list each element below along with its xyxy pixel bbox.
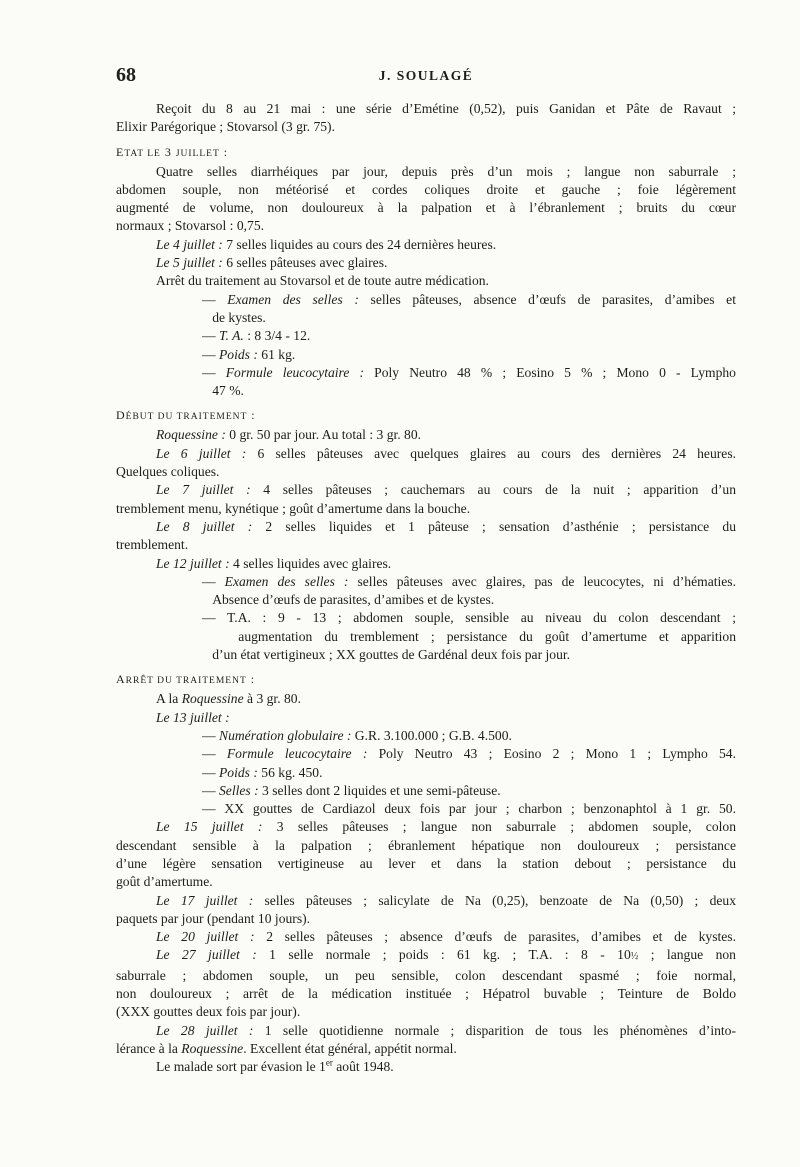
text-line: normaux ; Stovarsol : 0,75. [116,218,265,234]
text-line: — Poids : 61 kg. [202,346,296,362]
text-line: de kystes. [202,309,266,325]
text-line: Le 28 juillet : 1 selle quotidienne normale ; disparition de tous les phénomènes d’into- [156,1022,736,1038]
text-line: 47 %. [202,383,244,399]
text-line: augmenté de volume, non douloureux à la palpation et à l’ébranlement ; bruits du cœur [116,200,736,216]
document-body [116,100,736,1077]
text-line: d’un état vertigineux ; XX gouttes de Gardénal deux fois par jour. [202,647,571,663]
text-line: abdomen souple, non météorisé et cordes coliques droite et gauche ; foie légèrement [116,181,736,197]
text-line: descendant sensible à la palpation ; ébranlement hépatique non douloureux ; persistance [116,837,736,853]
text-line: goût d’amertume. [116,874,213,890]
section-heading: ETAT LE 3 JUILLET : [116,144,229,159]
text-line: — T. A. : 8 3/4 - 12. [202,328,311,344]
text-line: — Numération globulaire : G.R. 3.100.000 ; G.B. 4.500. [202,727,512,743]
text-line: Le 4 juillet : 7 selles liquides au cours des 24 dernières heures. [156,236,497,252]
page-header [116,64,736,88]
text-line: — T.A. : 9 - 13 ; abdomen souple, sensible au niveau du colon descendant ; [202,610,736,626]
text-line: A la Roquessine à 3 gr. 80. [156,691,301,707]
running-head: J. SOULAGÉ [378,68,474,83]
text-line: Roquessine : 0 gr. 50 par jour. Au total : 3 gr. 80. [156,427,422,443]
text-line: — XX gouttes de Cardiazol deux fois par jour ; charbon ; benzonaphtol à 1 gr. 50. [202,801,736,817]
text-line: Le 12 juillet : 4 selles liquides avec glaires. [156,555,392,571]
text-line: Absence d’œufs de parasites, d’amibes et de kystes. [202,592,495,608]
text-line: Le 7 juillet : 4 selles pâteuses ; cauchemars au cours de la nuit ; apparition d’un [156,482,737,498]
text-line: Elixir Parégorique ; Stovarsol (3 gr. 75). [116,119,335,135]
text-line: saburrale ; abdomen souple, un peu sensible, colon descendant spasmé ; foie normal, [116,967,736,983]
section-heading: ARRÊT DU TRAITEMENT : [116,672,256,687]
text-line: — Selles : 3 selles dont 2 liquides et une semi-pâteuse. [202,782,501,798]
text-line: d’une légère sensation vertigineuse au lever et dans la station debout ; persistance du [116,855,736,871]
section-heading: DÉBUT DU TRAITEMENT : [116,408,256,423]
text-line: Le 17 juillet : selles pâteuses ; salicylate de Na (0,25), benzoate de Na (0,50) ; deux [156,892,736,908]
text-line: Quatre selles diarrhéiques par jour, depuis près d’un mois ; langue non saburrale ; [156,163,736,179]
text-line: Le 5 juillet : 6 selles pâteuses avec glaires. [156,255,388,271]
text-line: Arrêt du traitement au Stovarsol et de toute autre médication. [156,273,489,289]
text-line: Le malade sort par évasion le 1er août 1948. [156,1057,394,1075]
text-line: Reçoit du 8 au 21 mai : une série d’Emétine (0,52), puis Ganidan et Pâte de Ravaut ; [156,101,736,116]
text-line: lérance à la Roquessine. Excellent état général, appétit normal. [116,1040,457,1056]
text-line: non douloureux ; arrêt de la médication instituée ; Hépatrol buvable ; Teinture de Boldo [116,986,736,1002]
text-line: (XXX gouttes deux fois par jour). [116,1004,301,1020]
text-line: — Poids : 56 kg. 450. [202,764,323,780]
page-number: 68 [116,64,136,86]
text-line: Le 27 juillet : 1 selle normale ; poids : 61 kg. ; T.A. : 8 - 10½ ; langue non [156,947,736,963]
text-line: Le 8 juillet : 2 selles liquides et 1 pâteuse ; sensation d’asthénie ; persistance du [156,518,737,534]
text-line: paquets par jour (pendant 10 jours). [116,910,311,926]
text-line: tremblement. [116,537,189,553]
text-line: Quelques coliques. [116,464,220,480]
text-line: tremblement menu, kynétique ; goût d’amertume dans la bouche. [116,500,471,516]
text-line: augmentation du tremblement ; persistance du goût d’amertume et apparition [202,628,736,644]
text-line: — Formule leucocytaire : Poly Neutro 43 ; Eosino 2 ; Mono 1 ; Lympho 54. [202,746,736,762]
text-line: Le 20 juillet : 2 selles pâteuses ; absence d’œufs de parasites, d’amibes et de kystes. [156,929,736,945]
text-line: Le 15 juillet : 3 selles pâteuses ; langue non saburrale ; abdomen souple, colon [156,819,736,835]
text-line: Le 6 juillet : 6 selles pâteuses avec quelques glaires au cours des dernières 24 heures. [156,445,737,461]
text-line: Le 13 juillet : [156,709,230,725]
text-line: — Formule leucocytaire : Poly Neutro 48 % ; Eosino 5 % ; Mono 0 - Lympho [202,364,736,380]
text-line: — Examen des selles : selles pâteuses avec glaires, pas de leucocytes, ni d’hématies. [202,573,736,589]
text-line: — Examen des selles : selles pâteuses, absence d’œufs de parasites, d’amibes et [202,291,736,307]
